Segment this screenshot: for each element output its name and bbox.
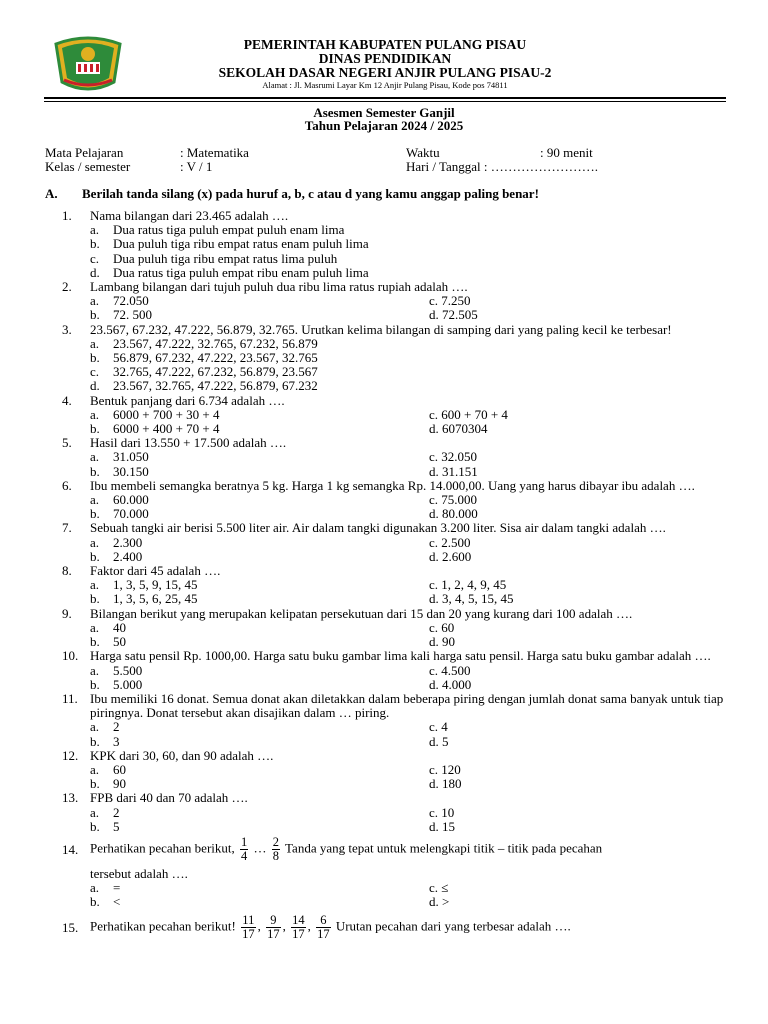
- question-number: 13.: [62, 790, 79, 806]
- header-school: SEKOLAH DASAR NEGERI ANJIR PULANG PISAU-2: [218, 65, 552, 80]
- option-c[interactable]: c. 75.000: [429, 492, 478, 508]
- question-number: 14.: [62, 841, 79, 857]
- question-number: 5.: [62, 435, 72, 451]
- question-number: 2.: [62, 279, 72, 295]
- time-label: Waktu: [406, 145, 440, 160]
- header-rule-thick: [44, 97, 726, 99]
- question-text: FPB dari 40 dan 70 adalah ….: [90, 790, 248, 806]
- option-a[interactable]: a. 6000 + 700 + 30 + 4: [90, 406, 220, 422]
- option-c[interactable]: c. 600 + 70 + 4: [429, 406, 508, 422]
- question-text: Harga satu pensil Rp. 1000,00. Harga satu buku gambar lima kali harga satu pensil. Harga satu buku gambar adalah ….: [90, 648, 711, 664]
- question-text: 23.567, 67.232, 47.222, 56.879, 32.765. Urutkan kelima bilangan di samping dari yang paling kecil ke terbesar!: [90, 321, 672, 337]
- question-text: Hasil dari 13.550 + 17.500 adalah ….: [90, 435, 287, 451]
- option-a[interactable]: a. 72.050: [90, 293, 149, 309]
- fraction: $\frac{1}{4}$: [241, 834, 248, 863]
- option-b[interactable]: b. Dua puluh tiga ribu empat ratus enam puluh lima: [90, 236, 369, 252]
- fraction: $\frac{2}{8}$: [272, 834, 279, 863]
- question-13: [62, 791, 732, 834]
- option-c[interactable]: c. 32.050: [429, 449, 478, 465]
- question-list: [62, 209, 732, 943]
- fraction: $\frac{9}{17}$: [267, 912, 280, 941]
- option-c[interactable]: c. 4: [429, 719, 448, 735]
- question-8: [62, 564, 732, 607]
- option-d[interactable]: d. 23.567, 32.765, 47.222, 56.879, 67.232: [90, 378, 318, 394]
- option-c[interactable]: c. ≤: [429, 880, 449, 896]
- option-d[interactable]: d. >: [429, 894, 450, 910]
- question-number: 4.: [62, 392, 72, 408]
- question-number: 8.: [62, 563, 72, 579]
- question-15: [62, 912, 732, 943]
- question-text: Bilangan berikut yang merupakan kelipatan persekutuan dari 15 dan 20 yang kurang dari 100 adalah ….: [90, 605, 633, 621]
- option-d[interactable]: d. 90: [429, 634, 455, 650]
- option-b[interactable]: b. 70.000: [90, 506, 149, 522]
- section-letter: A.: [45, 186, 58, 201]
- option-d[interactable]: d. 5: [429, 733, 449, 749]
- option-b[interactable]: b. 5: [90, 818, 120, 834]
- class-value: : V / 1: [180, 159, 213, 174]
- question-7: [62, 521, 732, 564]
- question-14: [62, 834, 732, 912]
- question-text: Faktor dari 45 adalah ….: [90, 563, 221, 579]
- question-number: 9.: [62, 605, 72, 621]
- question-2: [62, 280, 732, 323]
- question-text: Sebuah tangki air berisi 5.500 liter air. Air dalam tangki digunakan 3.200 liter. Sisa air dalam tangki adalah ….: [90, 520, 666, 536]
- option-d[interactable]: d. 180: [429, 776, 462, 792]
- option-b[interactable]: b. 50: [90, 634, 126, 650]
- option-a[interactable]: a. 1, 3, 5, 9, 15, 45: [90, 577, 198, 593]
- option-d[interactable]: d. Dua ratus tiga puluh empat ribu enam puluh lima: [90, 264, 369, 280]
- header-government: PEMERINTAH KABUPATEN PULANG PISAU: [243, 37, 527, 52]
- time-value: : 90 menit: [540, 145, 593, 160]
- question-text: KPK dari 30, 60, dan 90 adalah ….: [90, 747, 274, 763]
- question-text: Nama bilangan dari 23.465 adalah ….: [90, 208, 289, 223]
- question-number: 10.: [62, 648, 79, 664]
- header-address: Alamat : Jl. Masrumi Layar Km 12 Anjir Pulang Pisau, Kode pos 74811: [262, 80, 508, 90]
- question-text: Perhatikan pecahan berikut, $\frac{1}{4}$ … $\frac{2}{8}$ Tanda yang tepat untuk melengkapi titik – titik pada pecahan: [90, 834, 603, 863]
- section-instruction: [45, 186, 539, 202]
- subject-label: Mata Pelajaran: [45, 145, 124, 160]
- question-11: [62, 692, 732, 749]
- regency-crest-icon: [50, 32, 126, 94]
- option-b[interactable]: b. 6000 + 400 + 70 + 4: [90, 421, 220, 437]
- question-text: Perhatikan pecahan berikut! $\frac{11}{17}$ , $\frac{9}{17}$ , $\frac{14}{17}$ , $\frac{6}{17}$ Urutan pecahan dari yang terbesar adalah ….: [90, 912, 571, 941]
- header-department: DINAS PENDIDIKAN: [318, 51, 452, 66]
- question-3: [62, 323, 732, 394]
- option-c[interactable]: c. 2.500: [429, 534, 471, 550]
- fraction: $\frac{11}{17}$: [242, 912, 255, 941]
- option-a[interactable]: a. 2.300: [90, 534, 143, 550]
- question-text: Lambang bilangan dari tujuh puluh dua ribu lima ratus rupiah adalah ….: [90, 279, 468, 295]
- fraction: $\frac{14}{17}$: [292, 912, 305, 941]
- option-a[interactable]: a. 60.000: [90, 492, 149, 508]
- option-d[interactable]: d. 72.505: [429, 307, 478, 323]
- question-5: [62, 436, 732, 479]
- option-d[interactable]: d. 3, 4, 5, 15, 45: [429, 591, 514, 607]
- question-4: [62, 394, 732, 437]
- option-b[interactable]: b. 1, 3, 5, 6, 25, 45: [90, 591, 198, 607]
- instruction-text: Berilah tanda silang (x) pada huruf a, b, c atau d yang kamu anggap paling benar!: [82, 186, 539, 201]
- option-c[interactable]: c. 4.500: [429, 662, 471, 678]
- option-b[interactable]: b. 5.000: [90, 676, 143, 692]
- question-text: Ibu memiliki 16 donat. Semua donat akan diletakkan dalam beberapa piring dengan jumlah donat sama banyak untuk tiap piringnya. Donat tersebut akan disajikan dalam … piring.: [90, 690, 724, 721]
- option-c[interactable]: c. Dua puluh tiga ribu empat ratus lima puluh: [90, 250, 338, 266]
- option-b[interactable]: b. 2.400: [90, 548, 143, 564]
- option-c[interactable]: c. 120: [429, 761, 461, 777]
- option-a[interactable]: a. 2: [90, 719, 120, 735]
- option-a[interactable]: a. 40: [90, 619, 126, 635]
- subject-value: : Matematika: [180, 145, 249, 160]
- option-a[interactable]: a. 23.567, 47.222, 32.765, 67.232, 56.879: [90, 335, 318, 351]
- date-label: Hari / Tanggal : …………………….: [406, 159, 599, 174]
- option-b[interactable]: b. 3: [90, 733, 120, 749]
- question-10: [62, 649, 732, 692]
- option-a[interactable]: a. 60: [90, 761, 126, 777]
- option-d[interactable]: d. 6070304: [429, 421, 488, 437]
- question-1: [62, 209, 732, 280]
- option-d[interactable]: d. 15: [429, 818, 455, 834]
- option-a[interactable]: a. =: [90, 880, 121, 896]
- option-d[interactable]: d. 2.600: [429, 548, 472, 564]
- option-b[interactable]: b. 90: [90, 776, 126, 792]
- question-6: [62, 479, 732, 522]
- option-d[interactable]: d. 80.000: [429, 506, 478, 522]
- option-a[interactable]: a. 31.050: [90, 449, 149, 465]
- class-label: Kelas / semester: [45, 159, 131, 174]
- option-b[interactable]: b. 56.879, 67.232, 47.222, 23.567, 32.765: [90, 350, 318, 366]
- question-text: Ibu membeli semangka beratnya 5 kg. Harga 1 kg semangka Rp. 14.000,00. Uang yang harus dibayar ibu adalah ….: [90, 477, 695, 493]
- fraction: $\frac{6}{17}$: [317, 912, 330, 941]
- question-number: 1.: [62, 208, 72, 223]
- option-b[interactable]: b. <: [90, 894, 121, 910]
- option-c[interactable]: c. 10: [429, 804, 455, 820]
- question-number: 15.: [62, 919, 79, 935]
- option-a[interactable]: a. 2: [90, 804, 120, 820]
- question-number: 3.: [62, 321, 72, 337]
- question-12: [62, 749, 732, 792]
- exam-year: Tahun Pelajaran 2024 / 2025: [304, 118, 464, 133]
- exam-title: Asesmen Semester Ganjil: [313, 105, 455, 120]
- question-number: 11.: [62, 690, 78, 706]
- option-b[interactable]: b. 72. 500: [90, 307, 152, 323]
- option-a[interactable]: a. 5.500: [90, 662, 143, 678]
- question-number: 6.: [62, 477, 72, 493]
- question-text: Bentuk panjang dari 6.734 adalah ….: [90, 392, 285, 408]
- option-c[interactable]: c. 60: [429, 619, 455, 635]
- question-9: [62, 607, 732, 650]
- option-a[interactable]: a. Dua ratus tiga puluh empat puluh enam lima: [90, 222, 345, 238]
- question-number: 7.: [62, 520, 72, 536]
- header-rule-thin: [44, 101, 726, 102]
- option-c[interactable]: c. 32.765, 47.222, 67.232, 56.879, 23.567: [90, 364, 318, 380]
- question-number: 12.: [62, 747, 79, 763]
- option-c[interactable]: c. 7.250: [429, 293, 471, 309]
- option-d[interactable]: d. 31.151: [429, 463, 478, 479]
- question-text-continued: tersebut adalah ….: [90, 865, 188, 881]
- option-b[interactable]: b. 30.150: [90, 463, 149, 479]
- option-c[interactable]: c. 1, 2, 4, 9, 45: [429, 577, 507, 593]
- option-d[interactable]: d. 4.000: [429, 676, 472, 692]
